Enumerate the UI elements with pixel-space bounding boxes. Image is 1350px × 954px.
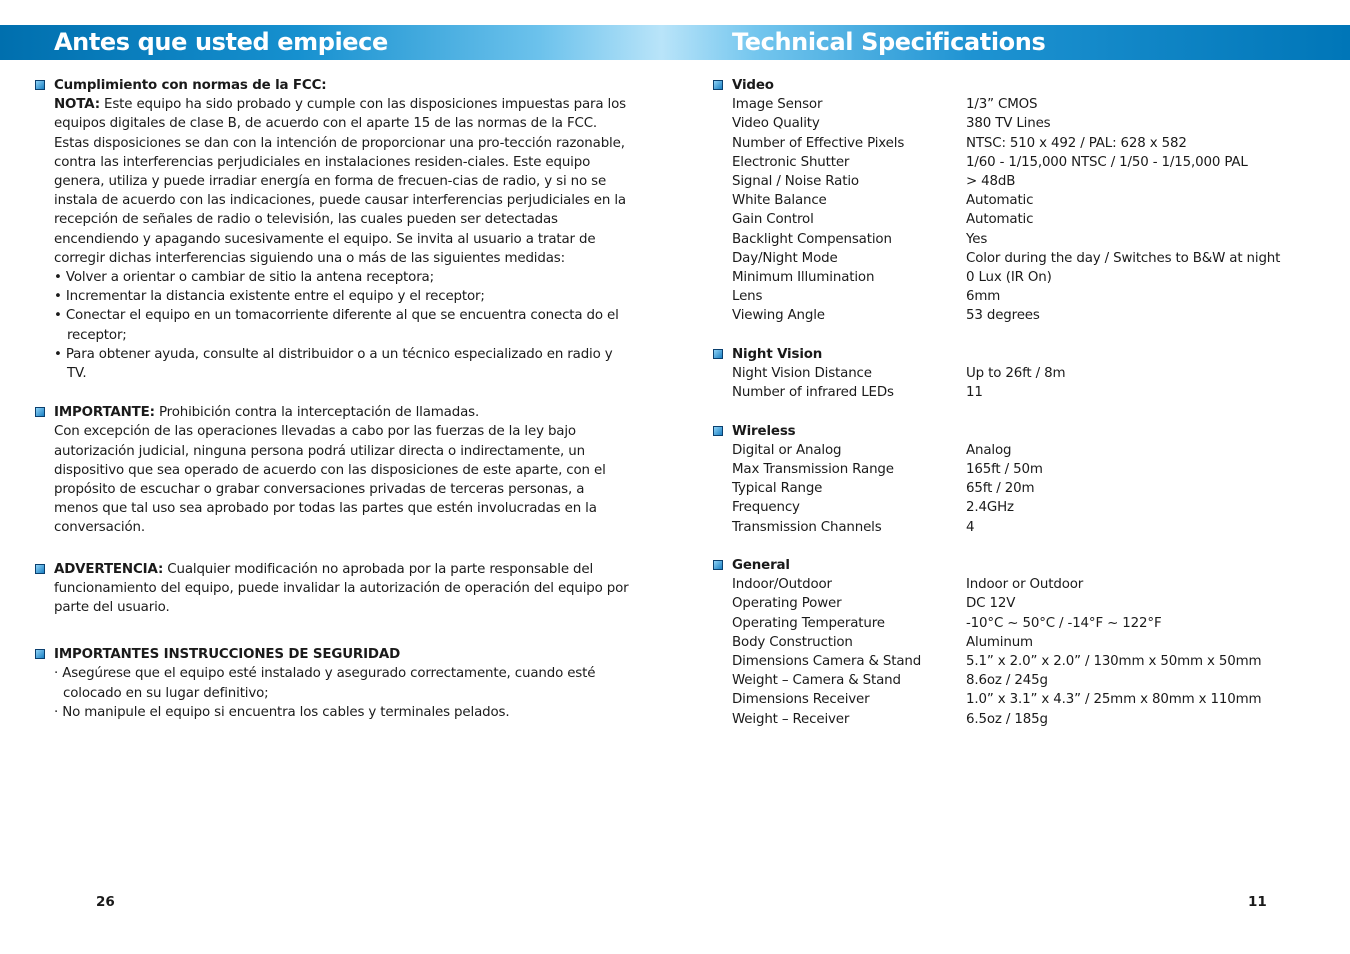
spec-value: 1/3” CMOS: [966, 97, 1038, 113]
importante-intro-text: Prohibición contra la interceptación de llamadas.: [154, 405, 480, 421]
spec-group-night-vision: [732, 345, 1332, 403]
advertencia-section: [54, 560, 629, 618]
spec-label: Operating Power: [732, 596, 842, 612]
spec-label: Minimum Illumination: [732, 270, 875, 286]
spec-label: Night Vision Distance: [732, 366, 872, 382]
spec-row: [732, 518, 1332, 537]
spec-row: [732, 498, 1332, 517]
spec-value: Automatic: [966, 193, 1034, 209]
spec-row: [732, 191, 1332, 210]
spec-row: [732, 249, 1332, 268]
spec-label: Digital or Analog: [732, 442, 842, 458]
square-bullet-icon: [35, 564, 45, 574]
spec-row: [732, 95, 1332, 114]
importante-text: Con excepción de las operaciones llevadas a cabo por las fuerzas de la ley bajo autorización judicial, ninguna persona podrá utilizar directa o indirectamente, un dispositivo que sea operado de acuerdo con las disposiciones de este aparte, con el propósito de escuchar o grabar conversaciones privadas de terceras personas, a menos que tal uso sea aprobado por todas las partes que estén involucradas en la conversación.: [54, 424, 606, 536]
spec-value: 2.4GHz: [966, 500, 1014, 516]
spec-value: -10°C ~ 50°C / -14°F ~ 122°F: [966, 615, 1162, 631]
spec-value: 1.0” x 3.1” x 4.3” / 25mm x 80mm x 110mm: [966, 692, 1262, 708]
spec-value: DC 12V: [966, 596, 1016, 612]
spec-row: [732, 441, 1332, 460]
spec-value: Color during the day / Switches to B&W at night: [966, 250, 1281, 266]
advertencia-text-block: [54, 560, 629, 618]
list-item: · No manipule el equipo si encuentra los cables y terminales pelados.: [54, 704, 510, 720]
spec-label: Number of infrared LEDs: [732, 385, 894, 401]
list-item: • Incrementar la distancia existente entre el equipo y el receptor;: [54, 289, 485, 305]
seguridad-section: [54, 645, 629, 722]
spec-value: Aluminum: [966, 634, 1033, 650]
spec-value: > 48dB: [966, 174, 1016, 190]
spec-group-wireless: [732, 422, 1332, 537]
spec-label: Body Construction: [732, 634, 853, 650]
spec-row: [732, 460, 1332, 479]
importante-section: [54, 403, 629, 537]
importante-label: IMPORTANTE:: [54, 405, 155, 421]
spec-label: Weight – Receiver: [732, 711, 850, 727]
list-item: • Conectar el equipo en un tomacorriente diferente al que se encuentra conecta do el receptor;: [54, 308, 619, 343]
spec-label: Viewing Angle: [732, 308, 825, 324]
spec-label: Image Sensor: [732, 97, 823, 113]
spec-row: [732, 652, 1332, 671]
spec-group-title: Wireless: [732, 423, 796, 439]
spec-label: Electronic Shutter: [732, 154, 850, 170]
spec-row: [732, 210, 1332, 229]
spec-value: Indoor or Outdoor: [966, 577, 1084, 593]
spec-value: 1/60 - 1/15,000 NTSC / 1/50 - 1/15,000 PAL: [966, 154, 1248, 170]
spec-row: [732, 671, 1332, 690]
spec-label: Gain Control: [732, 212, 814, 228]
spec-label: Backlight Compensation: [732, 231, 892, 247]
spec-label: Frequency: [732, 500, 800, 516]
specs-column: [732, 76, 1332, 748]
spec-row: [732, 134, 1332, 153]
spec-row: [732, 114, 1332, 133]
spec-row: [732, 172, 1332, 191]
spec-label: Day/Night Mode: [732, 250, 838, 266]
spec-label: Transmission Channels: [732, 519, 882, 535]
square-bullet-icon: [713, 80, 723, 90]
spec-value: NTSC: 510 x 492 / PAL: 628 x 582: [966, 135, 1187, 151]
spec-value: Automatic: [966, 212, 1034, 228]
spec-value: 53 degrees: [966, 308, 1040, 324]
square-bullet-icon: [35, 649, 45, 659]
list-item: • Para obtener ayuda, consulte al distribuidor o a un técnico especializado en radio y TV.: [54, 346, 613, 382]
spec-value: 0 Lux (IR On): [966, 270, 1052, 286]
spec-row: [732, 383, 1332, 402]
spec-label: White Balance: [732, 193, 827, 209]
square-bullet-icon: [713, 560, 723, 570]
spec-value: 165ft / 50m: [966, 462, 1043, 478]
square-bullet-icon: [35, 80, 45, 90]
spec-value: 6mm: [966, 289, 1001, 305]
nota-label: NOTA:: [54, 97, 100, 113]
spec-label: Weight – Camera & Stand: [732, 673, 901, 689]
spec-row: [732, 268, 1332, 287]
spec-group-title: Night Vision: [732, 346, 823, 362]
spec-row: [732, 633, 1332, 652]
spec-row: [732, 690, 1332, 709]
importante-intro: [54, 403, 629, 422]
spec-row: [732, 594, 1332, 613]
spec-label: Operating Temperature: [732, 615, 885, 631]
page-title-right: Technical Specifications: [732, 28, 1046, 56]
spec-label: Dimensions Receiver: [732, 692, 870, 708]
spec-value: 11: [966, 385, 983, 401]
spec-label: Indoor/Outdoor: [732, 577, 832, 593]
spec-value: Up to 26ft / 8m: [966, 366, 1066, 382]
spec-row: [732, 230, 1332, 249]
nota-text: Este equipo ha sido probado y cumple con las disposiciones impuestas para los equipos digitales de clase B, de acuerdo con el aparte 15 de las normas de la FCC. Estas disposiciones se dan con la intención de proporcionar una pro-tección razonable, contra las interferencias perjudiciales en instalaciones residen-ciales. Este equipo genera, utiliza y puede irradiar energía en forma de frecuen-cias de radio, y si no se instala de acuerdo con las indicaciones, puede causar interferencias perjudiciales en la recepción de señales de radio o televisión, las cuales pueden ser detectadas encendiendo y apagando sucesivamente el equipo. Se invita al usuario a tratar de corregir dichas interferencias siguiendo una o más de las siguientes medidas:: [54, 97, 626, 266]
square-bullet-icon: [35, 407, 45, 417]
spec-value: 5.1” x 2.0” x 2.0” / 130mm x 50mm x 50mm: [966, 654, 1262, 670]
page-title-left: Antes que usted empiece: [54, 28, 388, 56]
spec-row: [732, 364, 1332, 383]
spec-row: [732, 153, 1332, 172]
spec-value: 65ft / 20m: [966, 481, 1035, 497]
page-number-left: 26: [96, 894, 115, 910]
spec-value: Yes: [966, 231, 988, 247]
list-item: • Volver a orientar o cambiar de sitio la antena receptora;: [54, 270, 434, 286]
spec-label: Number of Effective Pixels: [732, 135, 905, 151]
page-number-right: 11: [1248, 894, 1267, 910]
list-item: · Asegúrese que el equipo esté instalado y asegurado correctamente, cuando esté colocado en su lugar definitivo;: [54, 666, 596, 701]
spec-row: [732, 479, 1332, 498]
advertencia-text: Cualquier modificación no aprobada por la parte responsable del funcionamiento del equipo, puede invalidar la autorización de operación del equipo por parte del usuario.: [54, 561, 629, 616]
spec-label: Max Transmission Range: [732, 462, 894, 478]
advertencia-label: ADVERTENCIA:: [54, 561, 164, 577]
spec-group-video: [732, 76, 1332, 326]
fcc-section: [54, 76, 629, 383]
seguridad-title: IMPORTANTES INSTRUCCIONES DE SEGURIDAD: [54, 647, 401, 663]
spec-group-title: General: [732, 558, 790, 574]
fcc-title: Cumplimiento con normas de la FCC:: [54, 78, 327, 93]
spec-row: [732, 614, 1332, 633]
spec-group-general: [732, 556, 1332, 729]
spec-value: Analog: [966, 442, 1012, 458]
square-bullet-icon: [713, 426, 723, 436]
spec-label: Dimensions Camera & Stand: [732, 654, 922, 670]
square-bullet-icon: [713, 349, 723, 359]
spec-label: Signal / Noise Ratio: [732, 174, 859, 190]
left-column: [54, 76, 629, 722]
spec-value: 380 TV Lines: [966, 116, 1051, 132]
spec-value: 8.6oz / 245g: [966, 673, 1048, 689]
spec-label: Typical Range: [732, 481, 823, 497]
spec-label: Video Quality: [732, 116, 820, 132]
spec-label: Lens: [732, 289, 763, 305]
spec-row: [732, 306, 1332, 325]
spec-value: 6.5oz / 185g: [966, 711, 1048, 727]
spec-group-title: Video: [732, 78, 774, 93]
spec-row: [732, 710, 1332, 729]
spec-value: 4: [966, 519, 975, 535]
spec-row: [732, 575, 1332, 594]
spec-row: [732, 287, 1332, 306]
fcc-note: [54, 95, 629, 268]
